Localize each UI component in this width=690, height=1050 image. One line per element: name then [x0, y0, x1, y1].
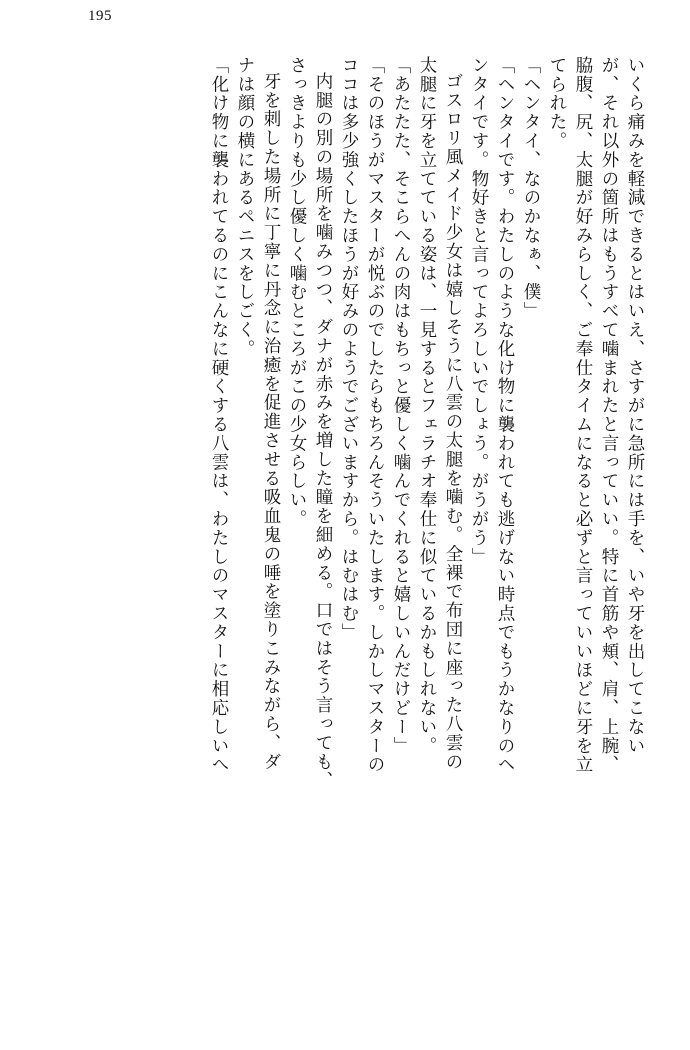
vertical-text-body [44, 56, 644, 1016]
text-column: 「あたたた、そこらへんの肉はもちっと優しく噛んでくれると嬉しいんだけどー」 [392, 56, 412, 756]
text-column: いくら痛みを軽減できるとはいえ、さすがに急所には手を、いや牙を出してこない [626, 56, 646, 756]
text-column: 牙を刺した場所に丁寧に丹念に治癒を促進させる吸血鬼の唾を塗りこみながら、ダ [262, 72, 282, 772]
text-column: 「ヘンタイ、なのかなぁ、僕」 [522, 56, 542, 321]
text-column: 内腿の別の場所を噛みつつ、ダナが赤みを増した瞳を細める。口ではそう言っても、 [314, 72, 334, 791]
text-column: 「そのほうがマスターが悦ぶのでしたらもちろんそういたします。しかしマスターの [366, 56, 386, 775]
text-column: 「化け物に襲われてるのにこんなに硬くする八雲は、わたしのマスターに相応しいへ [210, 56, 230, 775]
text-column: 太腿に牙を立てている姿は、一見するとフェラチオ奉仕に似ているかもしれない。 [418, 56, 438, 756]
text-column: ナは顔の横にあるペニスをしごく。 [236, 56, 256, 359]
text-column: が、それ以外の箇所はもうすべて噛まれたと言っていい。特に首筋や頬、肩、上腕、 [600, 56, 620, 775]
text-column: 「ヘンタイです。わたしのような化け物に襲われても逃げない時点でもうかなりのヘ [496, 56, 516, 775]
text-column: ンタイです。物好きと言ってよろしいでしょう。がうがう」 [470, 56, 490, 567]
text-column: てられた。 [548, 56, 568, 151]
text-column: ゴスロリ風メイド少女は嬉しそうに八雲の太腿を噛む。全裸で布団に座った八雲の [444, 72, 464, 772]
text-column: ココは多少強くしたほうが好みのようでございますから。はむはむ」 [340, 56, 360, 642]
text-column: さっきよりも少し優しく噛むところがこの少女らしい。 [288, 56, 308, 529]
text-column: 脇腹、尻、太腿が好みらしく、ご奉仕タイムになると必ずと言っていいほどに牙を立 [574, 56, 594, 775]
page-number: 195 [88, 8, 112, 24]
